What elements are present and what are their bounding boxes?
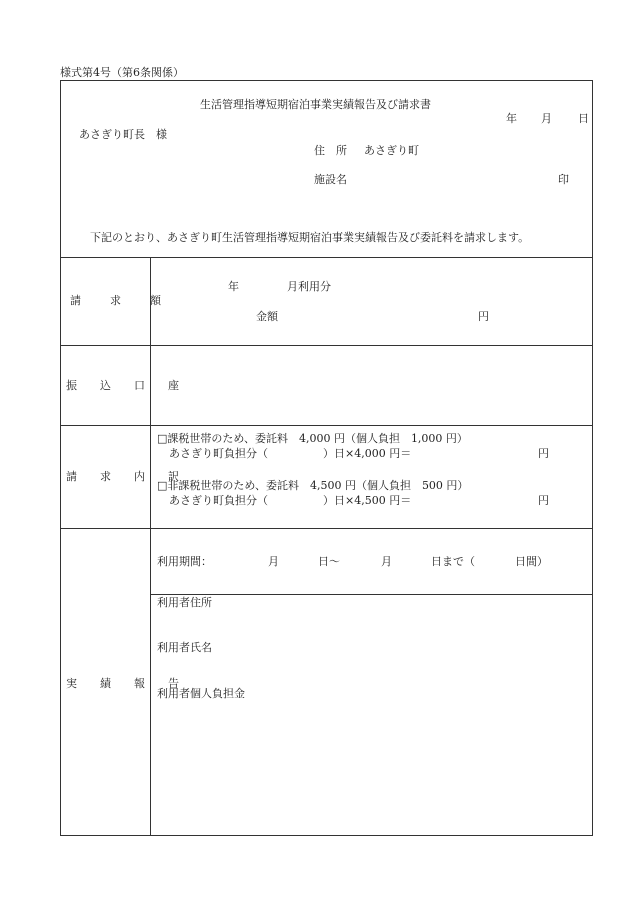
date-year[interactable]: 年 [506, 112, 517, 125]
billing-year[interactable]: 年 [228, 280, 239, 293]
bank-label: 振 込 口 座 [66, 379, 185, 392]
town-burden-taxable-yen: 円 [538, 447, 549, 460]
addressee: あさぎり町長 様 [79, 128, 167, 141]
period-month-to[interactable]: 月 [381, 555, 392, 568]
row-divider [60, 425, 593, 426]
period-month-from[interactable]: 月 [268, 555, 279, 568]
town-burden-taxable[interactable]: あさぎり町負担分（ ）日×4,000 円＝ [169, 447, 412, 460]
period-days-count[interactable]: 日間） [515, 555, 548, 568]
facility-label: 施設名 [314, 173, 347, 186]
report-label: 実 績 報 告 [66, 677, 185, 690]
taxable-household-option[interactable]: □課税世帯のため、委託料 4,000 円（個人負担 1,000 円） [157, 432, 468, 445]
billing-label: 請 求 額 [70, 294, 170, 307]
date-day[interactable]: 日 [578, 112, 589, 125]
row-divider [60, 257, 593, 258]
user-burden-label: 利用者個人負担金 [157, 687, 245, 700]
row-divider [60, 528, 593, 529]
period-day-to[interactable]: 日まで（ [431, 555, 475, 568]
town-burden-non-taxable[interactable]: あさぎり町負担分（ ）日×4,500 円＝ [169, 494, 412, 507]
form-title: 生活管理指導短期宿泊事業実績報告及び請求書 [200, 98, 431, 111]
date-month[interactable]: 月 [541, 112, 552, 125]
row-divider [60, 345, 593, 346]
address-label: 住 所 [314, 144, 347, 157]
request-statement: 下記のとおり、あさぎり町生活管理指導短期宿泊事業実績報告及び委託料を請求します。 [90, 231, 530, 244]
billing-month-usage[interactable]: 月利用分 [287, 280, 331, 293]
bank-account-field[interactable] [156, 350, 586, 420]
amount-yen[interactable]: 円 [478, 310, 489, 323]
column-divider [150, 257, 151, 836]
address-value[interactable]: あさぎり町 [364, 144, 419, 157]
user-name-label: 利用者氏名 [157, 641, 212, 654]
period-day-from[interactable]: 日～ [318, 555, 340, 568]
town-burden-non-taxable-yen: 円 [538, 494, 549, 507]
seal-mark: 印 [558, 173, 569, 186]
non-taxable-household-option[interactable]: □非課税世帯のため、委託料 4,500 円（個人負担 500 円） [157, 479, 469, 492]
amount-label: 金額 [256, 310, 278, 323]
user-address-label: 利用者住所 [157, 596, 212, 609]
form-number: 様式第4号（第6条関係） [60, 66, 184, 79]
row-divider [150, 594, 593, 595]
breakdown-label: 請 求 内 訳 [66, 470, 185, 483]
usage-period-label: 利用期間： [157, 555, 212, 568]
